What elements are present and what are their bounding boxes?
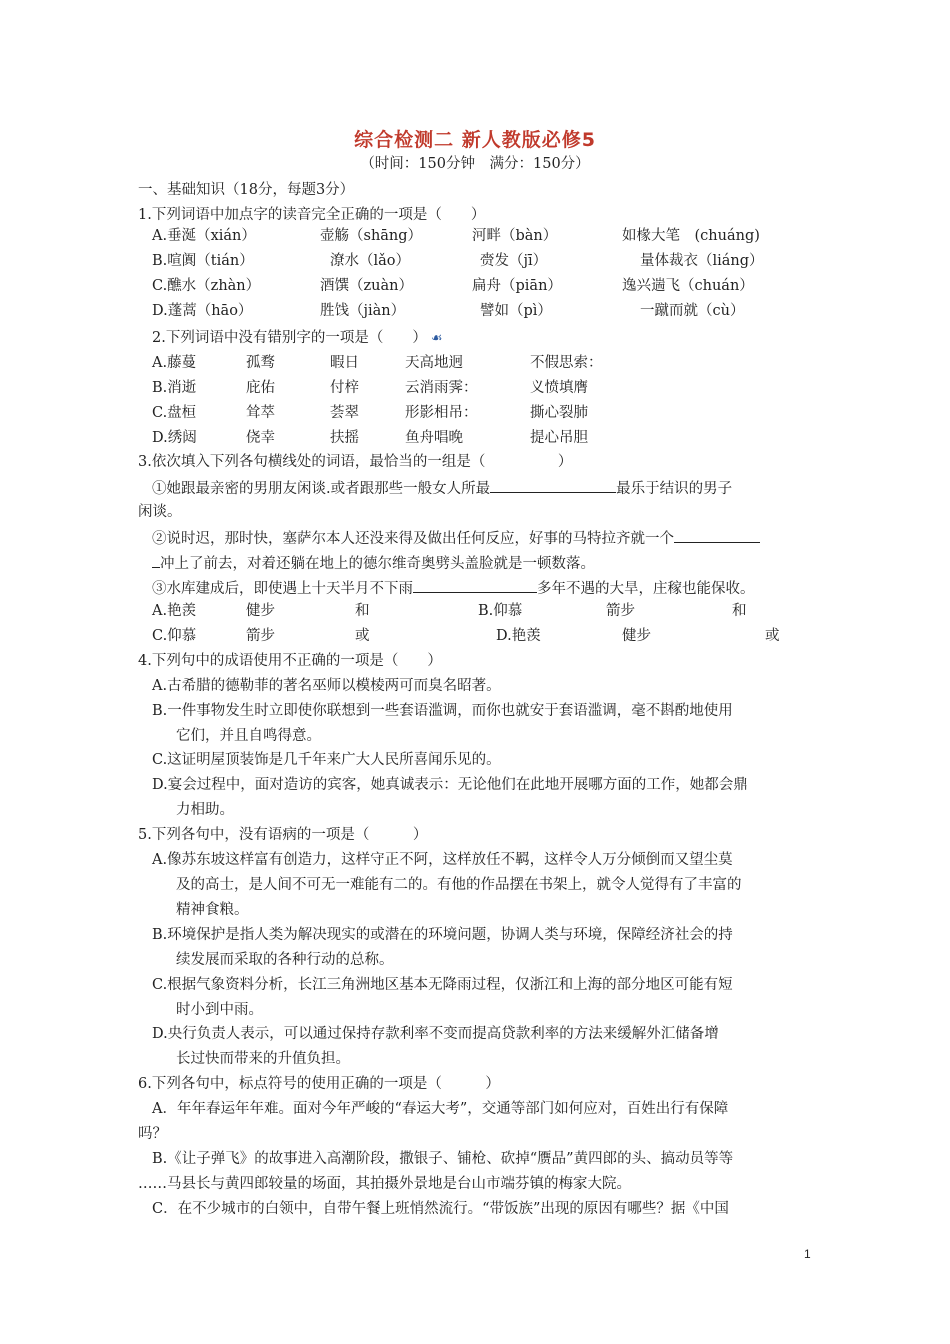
q2-option: 不假思索： xyxy=(530,355,603,371)
q3-sentence-1-cont: 闲谈。 xyxy=(138,504,182,520)
q1-option: 量体裁衣（liáng） xyxy=(640,253,764,269)
q1-option: B.喧阗（tián） xyxy=(152,253,254,269)
q5-option-a-cont: 及的高士，是人间不可无一难能有二的。有他的作品摆在书架上，就令人觉得有了丰富的 xyxy=(176,877,742,893)
q2-option: A.藤蔓 xyxy=(152,355,197,371)
q4-option-b-cont: 它们，并且自鸣得意。 xyxy=(176,728,321,744)
q2-option: 孤骛 xyxy=(246,355,275,371)
page-subtitle: （时间：150分钟 满分：150分） xyxy=(360,156,590,172)
q6-option-a: A．年年春运年年难。面对今年严峻的“春运大考”，交通等部门如何应对，百姓出行有保障 xyxy=(152,1101,729,1117)
q3-option-c: C.仰慕 xyxy=(152,628,197,644)
page-title: 综合检测二 新人教版必修5 xyxy=(354,129,596,151)
q6-option-a-cont: 吗？ xyxy=(138,1126,167,1142)
q2-option: 云消雨霁： xyxy=(405,380,478,396)
q3-stem: 3.依次填入下列各句横线处的词语，最恰当的一组是（ ） xyxy=(138,454,573,470)
q5-option-d: D.央行负责人表示，可以通过保持存款利率不变而提高贷款利率的方法来缓解外汇储备增 xyxy=(152,1026,719,1042)
q2-option: 义愤填膺 xyxy=(530,380,588,396)
q1-option: A.垂涎（xián） xyxy=(152,228,256,244)
q1-option: C.醮水（zhàn） xyxy=(152,278,261,294)
q2-option: 付梓 xyxy=(330,380,359,396)
fill-blank xyxy=(413,577,537,593)
q3-option-a: A.艳羡 xyxy=(152,603,197,619)
q2-option: 荟翠 xyxy=(330,405,359,421)
q5-option-a-cont: 精神食粮。 xyxy=(176,902,249,918)
q3-option-b: 和 xyxy=(732,603,747,619)
q4-option-c: C.这证明屋顶装饰是几千年来广大人民所喜闻乐见的。 xyxy=(152,752,501,768)
q3-sentence-3: ③水库建成后，即使遇上十天半月不下雨 多年不遇的大旱，庄稼也能保收。 xyxy=(152,577,755,599)
q2-option: 鱼舟唱晚 xyxy=(405,430,463,446)
q1-option: 如椽大笔 (chuáng) xyxy=(622,228,760,244)
q6-option-c: C．在不少城市的白领中，自带午餐上班悄然流行。“带饭族”出现的原因有哪些？据《中国 xyxy=(152,1201,729,1217)
q3-sentence-2-cont: 冲上了前去，对着还躺在地上的德尔维奇奥劈头盖脸就是一顿数落。 xyxy=(152,552,595,574)
q2-option: 形影相吊： xyxy=(405,405,478,421)
q2-option: 暇日 xyxy=(330,355,359,371)
section-heading: 一、基础知识（18分，每题3分） xyxy=(138,182,355,198)
q1-option: 酒馔（zuàn） xyxy=(320,278,413,294)
q1-stem: 1.下列词语中加点字的读音完全正确的一项是（ ） xyxy=(138,207,486,223)
q2-option: D.绣闼 xyxy=(152,430,197,446)
q1-option: 胜饯（jiàn） xyxy=(320,303,406,319)
q5-option-c: C.根据气象资料分析，长江三角洲地区基本无降雨过程，仅浙江和上海的部分地区可能有短 xyxy=(152,977,733,993)
q5-option-d-cont: 长过快而带来的升值负担。 xyxy=(176,1051,350,1067)
q3-option-b: B.仰慕 xyxy=(478,603,523,619)
q1-option: 扁舟（piān） xyxy=(472,278,562,294)
q2-option: 撕心裂肺 xyxy=(530,405,588,421)
page-number: 1 xyxy=(804,1247,811,1261)
q1-option: 潦水（lǎo） xyxy=(330,253,411,269)
q5-option-a: A.像苏东坡这样富有创造力，这样守正不阿，这样放任不羁，这样令人万分倾倒而又望尘莫 xyxy=(152,852,733,868)
q6-option-b-cont: ……马县长与黄四郎较量的场面，其拍摄外景地是台山市端芬镇的梅家大院。 xyxy=(138,1176,631,1192)
q3-option-a: 和 xyxy=(355,603,370,619)
q2-stem: 2.下列词语中没有错别字的一项是（ ） ☙ xyxy=(152,328,443,349)
q3-sentence-1: ①她跟最亲密的男朋友闲谈.或者跟那些一般女人所最 最乐于结识的男子 xyxy=(152,477,732,499)
q1-option: 壶觞（shāng） xyxy=(320,228,423,244)
hand-mark-icon: ☙ xyxy=(430,331,443,346)
q4-option-d-cont: 力相助。 xyxy=(176,802,234,818)
q3-option-d: D.艳羡 xyxy=(496,628,541,644)
q3-option-d: 或 xyxy=(765,628,780,644)
q2-option: 侥幸 xyxy=(246,430,275,446)
q1-option: 赍发（jī） xyxy=(480,253,548,269)
q5-option-b-cont: 续发展而采取的各种行动的总称。 xyxy=(176,952,394,968)
q5-stem: 5.下列各句中，没有语病的一项是（ ） xyxy=(138,827,428,843)
q1-option: D.蓬蒿（hāo） xyxy=(152,303,253,319)
q1-option: 一蹴而就（cù） xyxy=(640,303,745,319)
q4-option-d: D.宴会过程中，面对造访的宾客，她真诚表示：无论他们在此地开展哪方面的工作，她都会鼎 xyxy=(152,777,748,793)
q3-option-c: 箭步 xyxy=(246,628,275,644)
q2-option: 庇佑 xyxy=(246,380,275,396)
fill-blank xyxy=(152,552,160,568)
q3-sentence-2: ②说时迟，那时快，塞萨尔本人还没来得及做出任何反应，好事的马特拉齐就一个 xyxy=(152,527,760,549)
q3-option-d: 健步 xyxy=(622,628,651,644)
q2-option: C.盘桓 xyxy=(152,405,197,421)
fill-blank xyxy=(490,477,616,493)
fill-blank xyxy=(674,527,760,543)
q2-option: 天高地迥 xyxy=(405,355,463,371)
q2-option: 耸萃 xyxy=(246,405,275,421)
q4-option-a: A.古希腊的德勒菲的著名巫师以模棱两可而臭名昭著。 xyxy=(152,678,501,694)
q3-option-b: 箭步 xyxy=(606,603,635,619)
q4-option-b: B.一件事物发生时立即使你联想到一些套语滥调，而你也就安于套语滥调，毫不斟酌地使用 xyxy=(152,703,733,719)
q5-option-c-cont: 时小到中雨。 xyxy=(176,1002,263,1018)
q4-stem: 4.下列句中的成语使用不正确的一项是（ ） xyxy=(138,653,442,669)
q1-option: 譬如（pì） xyxy=(480,303,552,319)
q1-option: 河畔（bàn） xyxy=(472,228,558,244)
q6-stem: 6.下列各句中，标点符号的使用正确的一项是（ ） xyxy=(138,1076,500,1092)
q3-option-c: 或 xyxy=(355,628,370,644)
q1-option: 逸兴遄飞（chuán） xyxy=(622,278,754,294)
q2-option: 扶摇 xyxy=(330,430,359,446)
q6-option-b: B.《让子弹飞》的故事进入高潮阶段，撒银子、铺枪、砍掉“赝品”黄四郎的头、搞动员等等 xyxy=(152,1151,734,1167)
q2-option: B.消逝 xyxy=(152,380,197,396)
q5-option-b: B.环境保护是指人类为解决现实的或潜在的环境问题，协调人类与环境，保障经济社会的持 xyxy=(152,927,733,943)
q3-option-a: 健步 xyxy=(246,603,275,619)
q2-option: 提心吊胆 xyxy=(530,430,588,446)
